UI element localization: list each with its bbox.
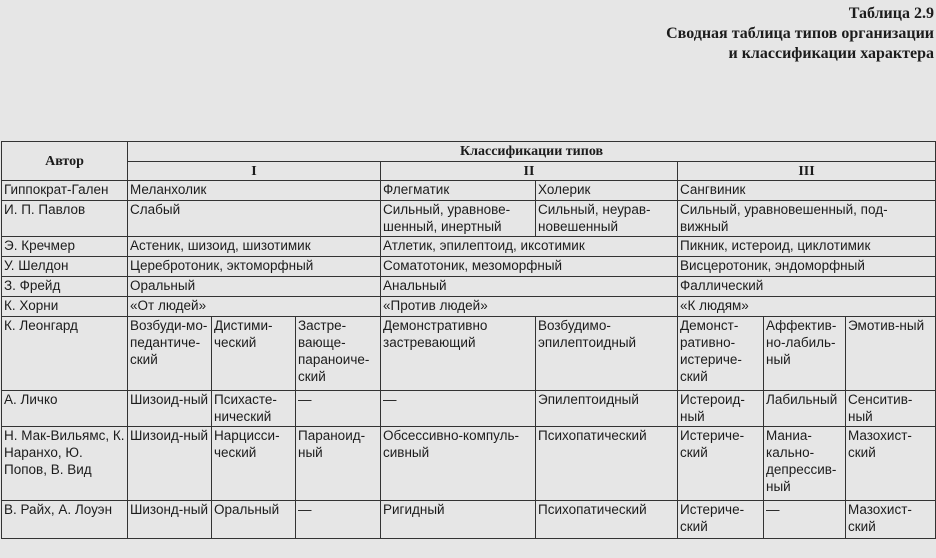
author-cell: З. Фрейд [2, 277, 128, 297]
table-row [2, 257, 936, 277]
type-cell: Соматотоник, мезоморфный [381, 257, 678, 277]
type-cell: Атлетик, эпилептоид, иксотимик [381, 237, 678, 257]
group-header-1: I [128, 162, 381, 181]
type-cell: — [296, 391, 381, 427]
author-cell: В. Райх, А. Лоуэн [2, 501, 128, 539]
header-row [2, 142, 936, 162]
author-header: Автор [2, 142, 128, 181]
author-cell: Гиппократ-Гален [2, 181, 128, 201]
type-cell: Истериче-ский [678, 427, 764, 501]
type-cell: Возбуди-мо-педантиче-ский [128, 317, 212, 391]
table-row [2, 317, 936, 391]
type-cell: «Против людей» [381, 297, 678, 317]
type-cell: Возбудимо-эпилептоидный [536, 317, 678, 391]
type-cell: Шизоид-ный [128, 427, 212, 501]
group-header-2: II [381, 162, 678, 181]
type-cell: «От людей» [128, 297, 381, 317]
type-cell: Ригидный [381, 501, 536, 539]
type-cell: Астеник, шизоид, шизотимик [128, 237, 381, 257]
type-cell: Сильный, неурав-новешенный [536, 201, 678, 237]
type-cell: Демонст-ративно-истериче-ский [678, 317, 764, 391]
type-cell: Сильный, уравнове-шенный, инертный [381, 201, 536, 237]
type-cell: Сангвиник [678, 181, 936, 201]
table-caption [666, 4, 934, 64]
type-cell: Флегматик [381, 181, 536, 201]
table-row [2, 237, 936, 257]
author-cell: К. Леонгард [2, 317, 128, 391]
type-cell: Холерик [536, 181, 678, 201]
type-cell: Анальный [381, 277, 678, 297]
type-cell: Шизоид-ный [128, 391, 212, 427]
type-cell: Психопатический [536, 501, 678, 539]
type-cell: Лабильный [764, 391, 846, 427]
type-cell: Фаллический [678, 277, 936, 297]
type-cell: Мазохист-ский [846, 501, 936, 539]
type-cell: Оральный [128, 277, 381, 297]
author-cell: Н. Мак-Вильямс, К. Наранхо, Ю. Попов, В. Вид [2, 427, 128, 501]
type-cell: Демонстративно застревающий [381, 317, 536, 391]
author-cell: И. П. Павлов [2, 201, 128, 237]
author-cell: Э. Кречмер [2, 237, 128, 257]
type-cell: Шизонд-ный [128, 501, 212, 539]
table-row [2, 181, 936, 201]
table-row [2, 297, 936, 317]
table-row [2, 277, 936, 297]
group-header-3: III [678, 162, 936, 181]
table-number: Таблица 2.9 [848, 5, 934, 22]
type-cell: Сильный, уравновешенный, под-вижный [678, 201, 936, 237]
author-cell: А. Личко [2, 391, 128, 427]
type-cell: Аффектив-но-лабиль-ный [764, 317, 846, 391]
type-cell: Дистими-ческий [212, 317, 296, 391]
table-row [2, 501, 936, 539]
type-cell: — [296, 501, 381, 539]
type-cell: Нарцисси-ческий [212, 427, 296, 501]
table-title-line-1: Сводная таблица типов организации [666, 25, 934, 42]
type-cell: Церебротоник, эктоморфный [128, 257, 381, 277]
type-cell: Висцеротоник, эндоморфный [678, 257, 936, 277]
type-cell: «К людям» [678, 297, 936, 317]
type-cell: Меланхолик [128, 181, 381, 201]
table-row [2, 427, 936, 501]
type-cell: Эпилептоидный [536, 391, 678, 427]
table-row [2, 391, 936, 427]
type-cell: Психасте-нический [212, 391, 296, 427]
type-cell: Истероид-ный [678, 391, 764, 427]
author-cell: У. Шелдон [2, 257, 128, 277]
table-title-line-2: и классификации характера [728, 45, 934, 62]
type-cell: — [381, 391, 536, 427]
type-cell: Обсессивно-компуль-сивный [381, 427, 536, 501]
type-cell: Застре-вающе-параноиче-ский [296, 317, 381, 391]
table-row [2, 201, 936, 237]
type-cell: Истериче-ский [678, 501, 764, 539]
author-cell: К. Хорни [2, 297, 128, 317]
character-types-table [1, 141, 936, 539]
type-cell: Маниа-кально-депрессив-ный [764, 427, 846, 501]
type-cell: Слабый [128, 201, 381, 237]
type-cell: Эмотив-ный [846, 317, 936, 391]
type-cell: Оральный [212, 501, 296, 539]
type-cell: Психопатический [536, 427, 678, 501]
type-cell: Пикник, истероид, циклотимик [678, 237, 936, 257]
type-cell: Мазохист-ский [846, 427, 936, 501]
type-cell: — [764, 501, 846, 539]
group-header-row [2, 162, 936, 181]
classifications-header: Классификации типов [128, 142, 936, 162]
type-cell: Параноид-ный [296, 427, 381, 501]
type-cell: Сенситив-ный [846, 391, 936, 427]
